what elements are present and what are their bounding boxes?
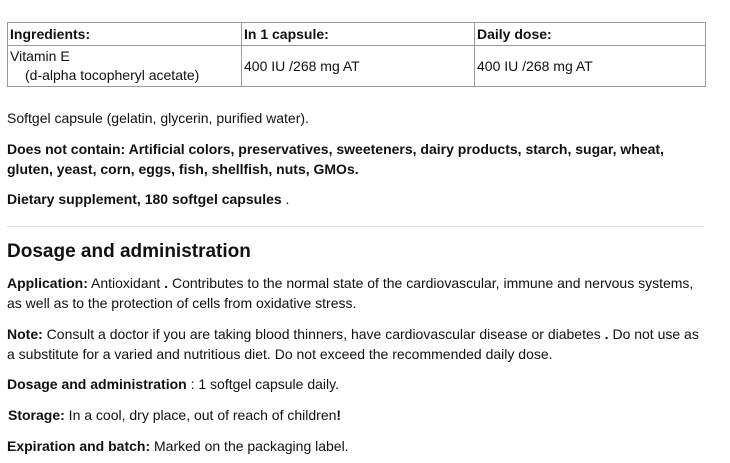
ingredient-name: Vitamin E bbox=[10, 48, 70, 64]
dosage-text: : 1 softgel capsule daily. bbox=[186, 376, 339, 392]
storage-exclamation: ! bbox=[336, 407, 342, 423]
does-not-contain-text: Artificial colors, preservatives, sweeteners, dairy products, starch, sugar, wheat, gluten, yeast, corn, eggs, fish, shellfish, nuts, GMOs. bbox=[7, 141, 664, 177]
ingredients-table bbox=[7, 22, 706, 87]
storage-paragraph bbox=[8, 405, 708, 425]
note-label: Note: bbox=[7, 326, 43, 342]
ingredient-cell bbox=[8, 46, 242, 87]
expiration-text: Marked on the packaging label. bbox=[150, 438, 349, 454]
dosage-label: Dosage and administration bbox=[7, 376, 187, 392]
header-ingredients: Ingredients: bbox=[8, 23, 242, 46]
dietary-supplement bbox=[7, 189, 707, 209]
table-header-row bbox=[8, 23, 706, 46]
dietary-supplement-text: Dietary supplement, 180 softgel capsules bbox=[7, 191, 282, 207]
application-text-2: Contributes to the normal state of the cardiovascular, immune and nervous systems, as well as to the protection of cells from oxidative stress. bbox=[7, 275, 694, 311]
expiration-label: Expiration and batch: bbox=[7, 438, 151, 454]
table-row bbox=[8, 46, 706, 87]
application-label: Application: bbox=[7, 275, 88, 291]
dosage-paragraph bbox=[7, 374, 707, 394]
daily-dose-value: 400 IU /268 mg AT bbox=[475, 46, 706, 87]
note-text-2: Do not use as a substitute for a varied and nutritious diet. Do not exceed the recommended daily dose. bbox=[7, 326, 699, 362]
storage-text: In a cool, dry place, out of reach of children bbox=[64, 407, 337, 423]
storage-label: Storage: bbox=[8, 407, 65, 423]
does-not-contain bbox=[7, 139, 707, 179]
expiration-paragraph bbox=[7, 436, 707, 456]
does-not-contain-label: Does not contain: bbox=[7, 141, 126, 157]
header-daily-dose: Daily dose: bbox=[475, 23, 706, 46]
section-divider bbox=[7, 226, 704, 227]
dietary-supplement-tail: . bbox=[281, 191, 290, 207]
application-text-1: Antioxidant bbox=[87, 275, 165, 291]
softgel-composition: Softgel capsule (gelatin, glycerin, purified water). bbox=[7, 110, 309, 126]
application-dot: . bbox=[164, 275, 169, 291]
ingredient-form: (d-alpha tocopheryl acetate) bbox=[25, 67, 200, 83]
section-title: Dosage and administration bbox=[7, 241, 251, 262]
note-dot: . bbox=[604, 326, 609, 342]
application-paragraph bbox=[7, 273, 707, 313]
header-per-capsule: In 1 capsule: bbox=[242, 23, 475, 46]
per-capsule-value: 400 IU /268 mg AT bbox=[242, 46, 475, 87]
note-paragraph bbox=[7, 324, 707, 364]
note-text-1: Consult a doctor if you are taking blood thinners, have cardiovascular disease or diabetes bbox=[42, 326, 605, 342]
